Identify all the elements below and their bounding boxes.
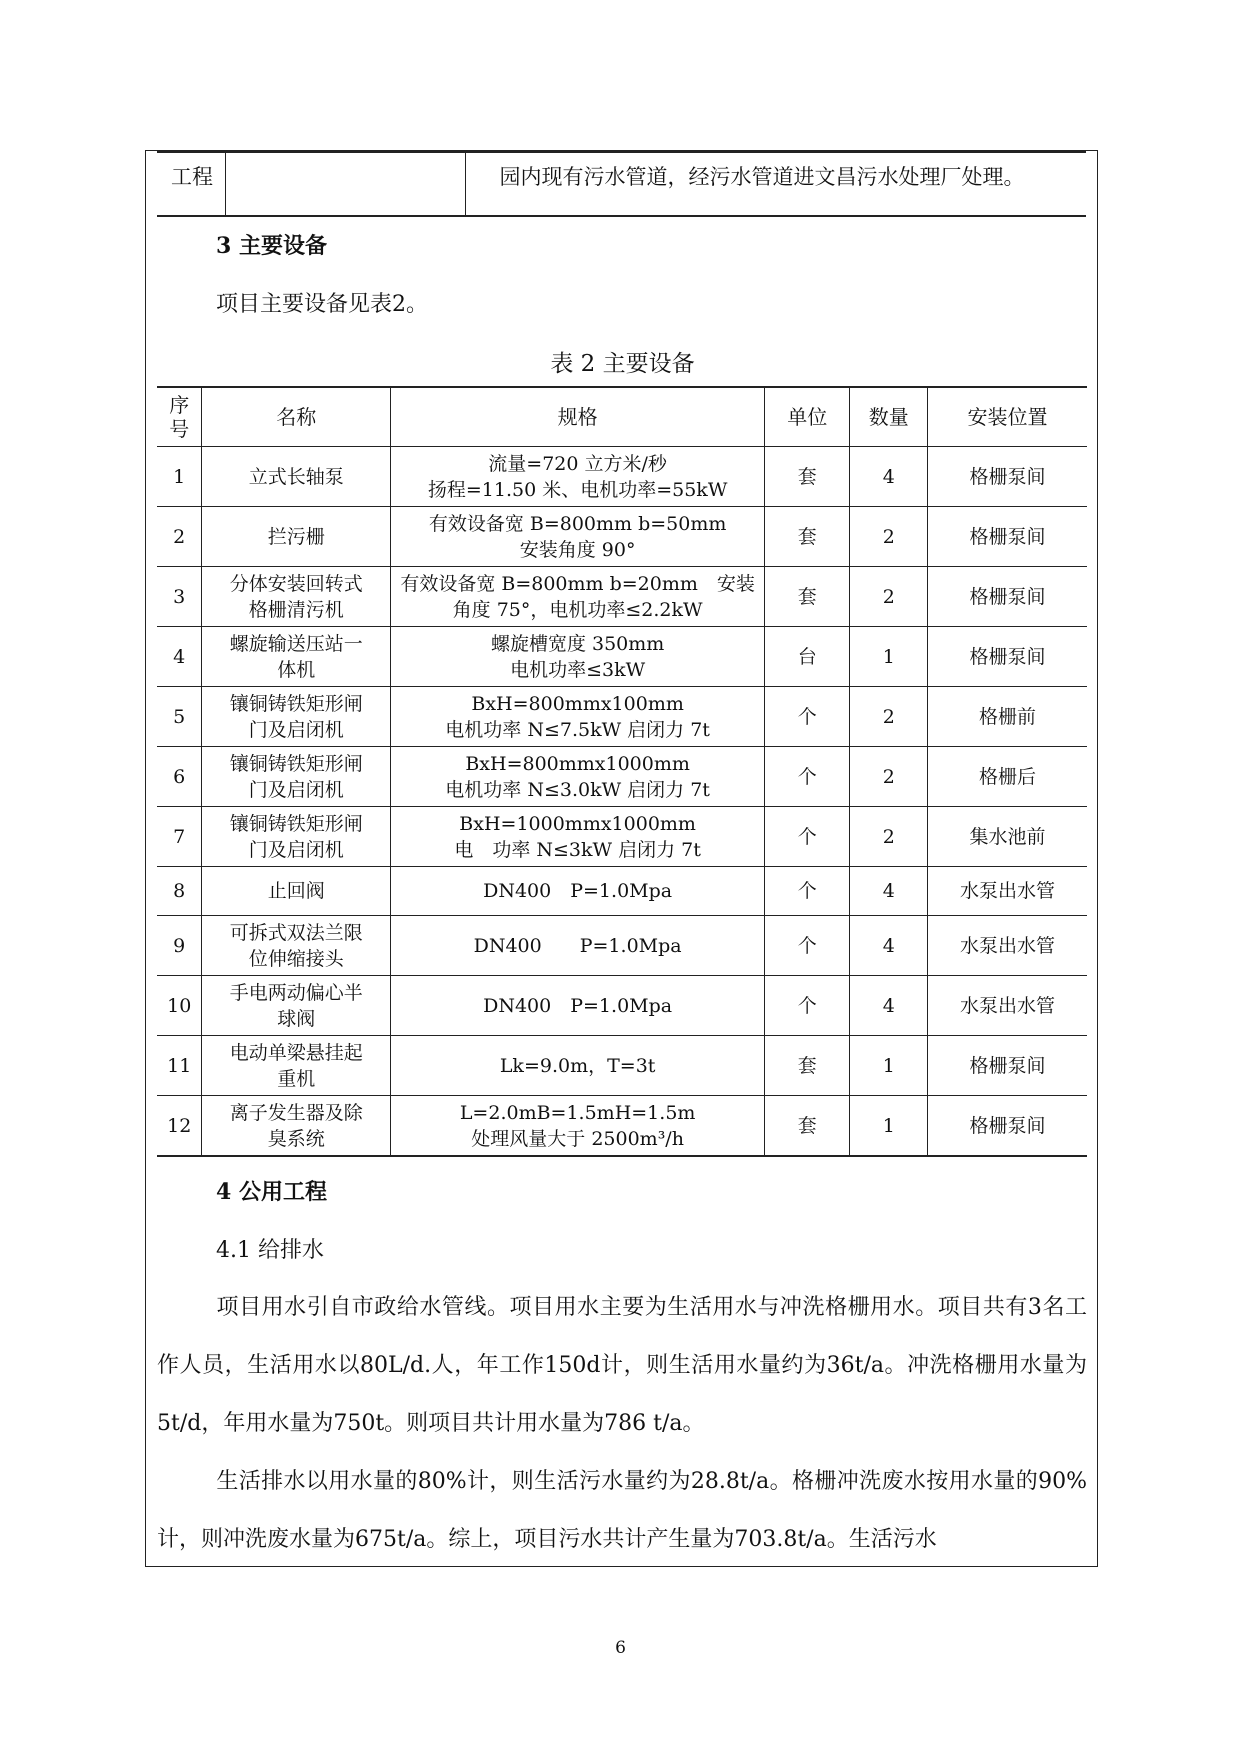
- paragraph-text: 生活排水以用水量的80%计，则生活污水量约为28.8t/a。格栅冲洗废水按用水量的90%计，则冲洗废水量为675t/a。综上，项目污水共计产生量为703.8t/a。生活污水: [157, 1469, 1087, 1552]
- cell-unit: 个: [765, 747, 850, 807]
- cell-name: [202, 627, 391, 687]
- spec-line: 电机功率 N≤7.5kW 启闭力 7t: [445, 718, 710, 741]
- cell-unit: 台: [765, 627, 850, 687]
- cell-unit: 个: [765, 807, 850, 867]
- cell-location: 集水池前: [927, 807, 1087, 867]
- section4-heading: 4 公用工程: [216, 1179, 327, 1205]
- spec-line: 有效设备宽 B=800mm b=50mm: [428, 512, 727, 535]
- spec-line: 电 功率 N≤3kW 启闭力 7t: [454, 838, 701, 861]
- cell-qty: 2: [850, 807, 928, 867]
- spec-line: 处理风量大于 2500m³/h: [471, 1127, 684, 1150]
- header-qty: 数量: [850, 387, 928, 447]
- name-text: 手电两动偏心半球阀: [229, 981, 363, 1030]
- name-text: 镶铜铸铁矩形闸门及启闭机: [229, 752, 363, 801]
- spec-line: BxH=800mmx100mm: [471, 692, 684, 715]
- spec-line: L=2.0mB=1.5mH=1.5m: [459, 1101, 696, 1124]
- page-frame: [145, 150, 1098, 1567]
- cell-location: 格栅前: [927, 687, 1087, 747]
- header-location: 安装位置: [927, 387, 1087, 447]
- header-name: 名称: [202, 387, 391, 447]
- spec-line: 扬程=11.50 米、电机功率=55kW: [427, 478, 728, 501]
- table-row: [157, 976, 1087, 1036]
- cell-location: 格栅泵间: [927, 1036, 1087, 1096]
- cell-name: [202, 567, 391, 627]
- top-row-table: [157, 151, 1086, 217]
- table-row: [157, 567, 1087, 627]
- cell-location: 格栅泵间: [927, 567, 1087, 627]
- cell-qty: 1: [850, 1096, 928, 1157]
- table-caption: 表 2 主要设备: [550, 351, 695, 377]
- cell-name: 立式长轴泵: [202, 447, 391, 507]
- table-row: [157, 807, 1087, 867]
- header-spec: 规格: [391, 387, 765, 447]
- cell-name: [202, 1036, 391, 1096]
- cell-qty: 4: [850, 976, 928, 1036]
- top-row-text: 园内现有污水管道，经污水管道进文昌污水处理厂处理。: [465, 152, 1086, 216]
- table-row: [157, 687, 1087, 747]
- section4-subheading: 4.1 给排水: [216, 1238, 324, 1263]
- cell-no: 2: [157, 507, 202, 567]
- cell-location: 水泵出水管: [927, 916, 1087, 976]
- cell-spec: [391, 627, 765, 687]
- table-row: [157, 867, 1087, 916]
- cell-qty: 1: [850, 627, 928, 687]
- cell-location: 格栅泵间: [927, 507, 1087, 567]
- cell-qty: 2: [850, 567, 928, 627]
- cell-name: [202, 976, 391, 1036]
- spec-line: 有效设备宽 B=800mm b=20mm 安装: [400, 572, 755, 595]
- header-unit: 单位: [765, 387, 850, 447]
- name-text: 镶铜铸铁矩形闸门及启闭机: [229, 692, 363, 741]
- cell-spec: [391, 567, 765, 627]
- spec-line: 电机功率≤3kW: [510, 658, 646, 681]
- cell-spec: [391, 1096, 765, 1157]
- spec-line: BxH=1000mmx1000mm: [459, 812, 696, 835]
- table-row: [157, 747, 1087, 807]
- cell-name: [202, 807, 391, 867]
- cell-spec: [391, 687, 765, 747]
- spec-line: 电机功率 N≤3.0kW 启闭力 7t: [445, 778, 710, 801]
- table-header-row: [157, 387, 1087, 447]
- cell-unit: 个: [765, 916, 850, 976]
- name-text: 电动单梁悬挂起重机: [229, 1041, 363, 1090]
- name-text: 分体安装回转式格栅清污机: [229, 572, 363, 621]
- cell-unit: 个: [765, 867, 850, 916]
- cell-no: 12: [157, 1096, 202, 1157]
- cell-name: [202, 1096, 391, 1157]
- cell-spec: [391, 507, 765, 567]
- cell-spec: DN400 P=1.0Mpa: [391, 916, 765, 976]
- paragraph-text: 项目用水引自市政给水管线。项目用水主要为生活用水与冲洗格栅用水。项目共有3名工作人员，生活用水以80L/d.人，年工作150d计，则生活用水量约为36t/a。冲洗格栅用水量为5t/d，年用水量为750t。则项目共计用水量为786 t/a。: [157, 1295, 1087, 1436]
- spec-line: 安装角度 90°: [519, 538, 636, 561]
- cell-unit: 套: [765, 1096, 850, 1157]
- cell-no: 4: [157, 627, 202, 687]
- table-row: [157, 1036, 1087, 1096]
- cell-spec: DN400 P=1.0Mpa: [391, 976, 765, 1036]
- cell-location: 格栅泵间: [927, 447, 1087, 507]
- cell-qty: 2: [850, 507, 928, 567]
- cell-no: 6: [157, 747, 202, 807]
- cell-qty: 2: [850, 747, 928, 807]
- spec-line: 流量=720 立方米/秒: [488, 452, 667, 475]
- table-row: [157, 507, 1087, 567]
- spec-line: BxH=800mmx1000mm: [465, 752, 690, 775]
- spec-line: 螺旋槽宽度 350mm: [490, 632, 665, 655]
- cell-name: [202, 916, 391, 976]
- cell-no: 7: [157, 807, 202, 867]
- cell-no: 11: [157, 1036, 202, 1096]
- name-text: 可拆式双法兰限位伸缩接头: [229, 921, 363, 970]
- cell-name: 止回阀: [202, 867, 391, 916]
- cell-no: 8: [157, 867, 202, 916]
- cell-unit: 个: [765, 687, 850, 747]
- cell-qty: 4: [850, 916, 928, 976]
- section3-heading: 3 主要设备: [216, 233, 327, 259]
- spec-line: 角度 75°，电机功率≤2.2kW: [452, 598, 703, 621]
- cell-location: 水泵出水管: [927, 976, 1087, 1036]
- cell-spec: DN400 P=1.0Mpa: [391, 867, 765, 916]
- cell-location: 水泵出水管: [927, 867, 1087, 916]
- table-row: [157, 627, 1087, 687]
- page-number: 6: [615, 1638, 626, 1658]
- section3-intro: 项目主要设备见表2。: [216, 292, 428, 317]
- name-text: 离子发生器及除臭系统: [229, 1101, 363, 1150]
- name-text: 镶铜铸铁矩形闸门及启闭机: [229, 812, 363, 861]
- cell-spec: Lk=9.0m，T=3t: [391, 1036, 765, 1096]
- cell-no: 10: [157, 976, 202, 1036]
- cell-spec: [391, 807, 765, 867]
- cell-spec: [391, 447, 765, 507]
- name-text: 螺旋输送压站一体机: [229, 632, 363, 681]
- cell-qty: 4: [850, 867, 928, 916]
- cell-name: [202, 747, 391, 807]
- top-row-middle: [225, 152, 465, 216]
- cell-unit: 套: [765, 1036, 850, 1096]
- water-usage-paragraph: [157, 1279, 1087, 1453]
- table-row: [157, 1096, 1087, 1157]
- cell-location: 格栅后: [927, 747, 1087, 807]
- drainage-paragraph: [157, 1453, 1087, 1569]
- cell-unit: 个: [765, 976, 850, 1036]
- cell-location: 格栅泵间: [927, 1096, 1087, 1157]
- cell-unit: 套: [765, 567, 850, 627]
- cell-qty: 1: [850, 1036, 928, 1096]
- cell-unit: 套: [765, 447, 850, 507]
- cell-qty: 2: [850, 687, 928, 747]
- cell-location: 格栅泵间: [927, 627, 1087, 687]
- cell-name: 拦污栅: [202, 507, 391, 567]
- cell-no: 3: [157, 567, 202, 627]
- cell-name: [202, 687, 391, 747]
- cell-spec: [391, 747, 765, 807]
- cell-no: 9: [157, 916, 202, 976]
- header-no: 序号: [157, 387, 202, 447]
- cell-unit: 套: [765, 507, 850, 567]
- top-row-label: 工程: [171, 165, 213, 189]
- cell-no: 5: [157, 687, 202, 747]
- cell-no: 1: [157, 447, 202, 507]
- equipment-table: [157, 386, 1087, 1157]
- cell-qty: 4: [850, 447, 928, 507]
- table-row: [157, 916, 1087, 976]
- table-row: [157, 447, 1087, 507]
